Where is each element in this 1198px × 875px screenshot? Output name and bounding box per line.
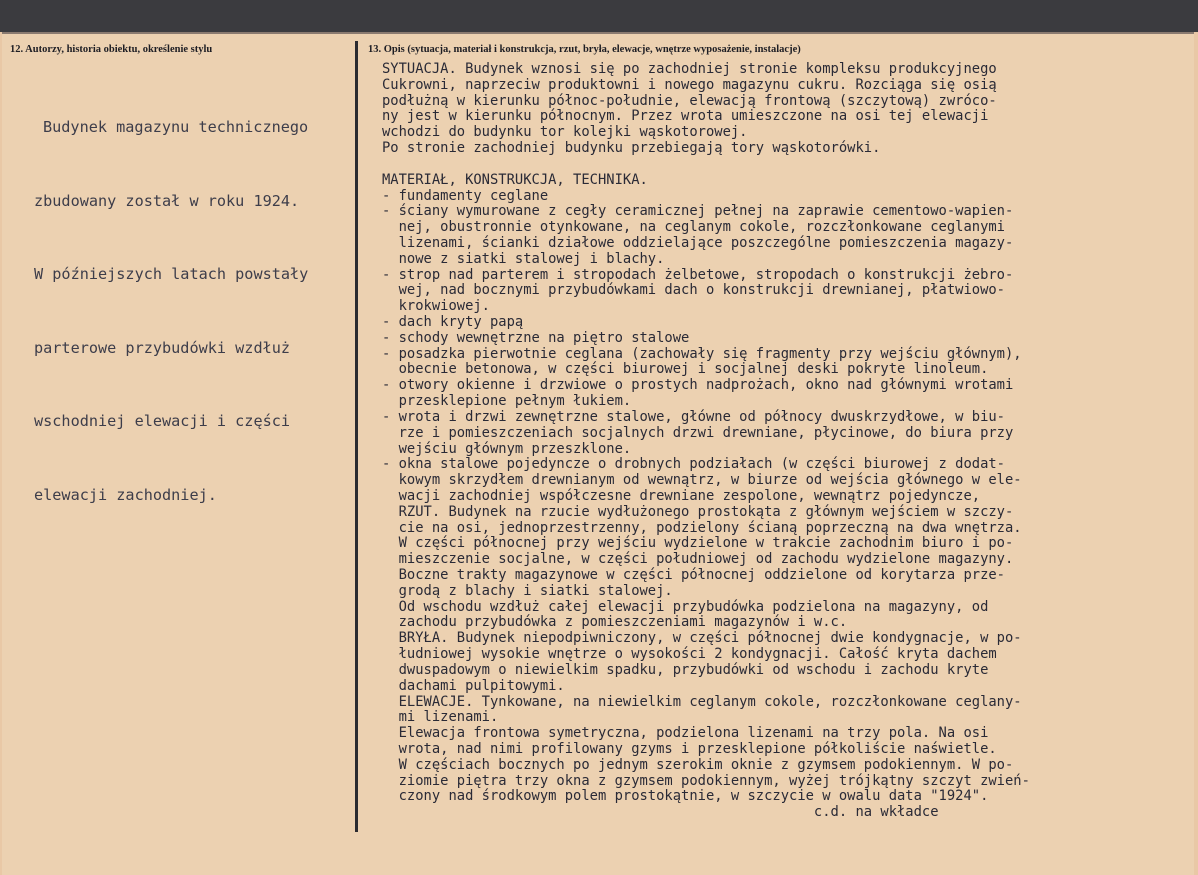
section-13-header: 13. Opis (sytuacja, materiał i konstrukcja, rzut, bryła, elewacje, wnętrze wyposażenie, instalacje) [368,44,801,55]
description-line: lizenami, ścianki działowe oddzielające poszczególne pomieszczenia magazy- [382,234,1014,251]
description-line: Po stronie zachodniej budynku przebiegają tory wąskotorówki. [382,140,881,157]
description-line: W części północnej przy wejściu wydzielone w trakcie zachodnim biuro i po- [382,535,1014,552]
description-line: dachami pulpitowymi. [382,677,565,694]
description-line: rze i pomieszczeniach socjalnych drzwi drewniane, płycinowe, do biura przy [382,424,1014,441]
description-line: - schody wewnętrzne na piętro stalowe [382,329,690,346]
description-line: przesklepione pełnym łukiem. [382,393,632,410]
description-line [382,157,1182,173]
description-line: Elewacja frontowa symetryczna, podzielona lizenami na trzy pola. Na osi [382,725,989,742]
description-line: grodą z blachy i siatki stalowej. [382,582,673,599]
description-line: W częściach bocznych po jednym szerokim oknie z gzymsem podokiennym. W po- [382,756,1014,773]
scan-top-border [0,0,1198,32]
description-line: ziomie piętra trzy okna z gzymsem podokiennym, wyżej trójkątny szczyt zwień- [382,772,1030,789]
description-line: BRYŁA. Budynek niepodpiwniczony, w części północnej dwie kondygnacje, w po- [382,630,1022,647]
description-line: wejściu głównym przeszklone. [382,440,632,457]
left-line: parterowe przybudówki wzdłuż [34,338,291,357]
description-line: wej, nad bocznymi przybudówkami dach o konstrukcji drewnianej, płatwiowo- [382,282,1005,299]
description-line: RZUT. Budynek na rzucie wydłużonego prostokąta z głównym wejściem w szczy- [382,503,1014,520]
description-line: cie na osi, jednoprzestrzenny, podzielony ścianą poprzeczną na dwa wnętrza. [382,519,1022,536]
description-line: wchodzi do budynku tor kolejki wąskotorowej. [382,124,748,141]
section-12-text [34,66,344,532]
description-line: - dach kryty papą [382,314,524,330]
left-line: Budynek magazynu technicznego [43,118,309,136]
description-line: mieszczenie socjalne, w części południowej od zachodu wydzielone magazyny. [382,551,1014,568]
description-line: - strop nad parterem i stropodach żelbetowe, stropodach o konstrukcji żebro- [382,266,1014,283]
description-line: - fundamenty ceglane [382,187,549,204]
description-line: Boczne trakty magazynowe w części północnej oddzielone od korytarza prze- [382,567,1005,583]
description-line: ny jest w kierunku północnym. Przez wrota umieszczone na osi tej elewacji [382,108,989,125]
description-line: dwuspadowym o niewielkim spadku, przybudówki od wschodu i zachodu kryte [382,661,989,678]
description-line: podłużną w kierunku północ-południe, elewacją frontową (szczytową) zwróco- [382,92,997,109]
description-line: obecnie betonowa, w części biurowej i socjalnej deski pokryte linoleum. [382,361,989,378]
description-line: łudniowej wysokie wnętrze o wysokości 2 kondygnacji. Całość kryta dachem [382,646,997,663]
description-line: - ściany wymurowane z cegły ceramicznej pełnej na zaprawie cementowo-wapien- [382,203,1014,220]
description-line: zachodu przybudówka z pomieszczeniami magazynów i w.c. [382,614,848,631]
left-line: elewacji zachodniej. [34,485,217,504]
description-line: czony nad środkowym polem prostokątnie, w szczycie w owalu data "1924". [382,788,989,805]
description-line: - otwory okienne i drzwiowe o prostych nadprożach, okno nad głównymi wrotami [382,377,1014,394]
description-line: - posadzka pierwotnie ceglana (zachowały się fragmenty przy wejściu głównym), [382,345,1022,362]
description-line: Od wschodu wzdłuż całej elewacji przybudówka podzielona na magazyny, od [382,598,989,615]
column-divider [355,41,358,832]
description-line: - wrota i drzwi zewnętrzne stalowe, główne od północy dwuskrzydłowe, w biu- [382,408,1005,425]
left-line: W późniejszych latach powstały [34,265,309,283]
description-line: nowe z siatki stalowej i blachy. [382,250,665,267]
description-line: SYTUACJA. Budynek wznosi się po zachodniej stronie kompleksu produkcyjnego [382,61,997,77]
description-line: MATERIAŁ, KONSTRUKCJA, TECHNIKA. [382,171,648,188]
description-line: nej, obustronnie otynkowane, na ceglanym cokole, rozczłonkowane ceglanymi [382,219,1005,236]
description-line: wrota, nad nimi profilowany gzyms i przesklepione półkoliście naświetle. [382,740,997,757]
description-line: krokwiowej. [382,298,490,315]
description-line: - okna stalowe pojedyncze o drobnych podziałach (w części biurowej z dodat- [382,456,1005,473]
section-13-text [382,62,1182,821]
section-12-header: 12. Autorzy, historia obiektu, określenie stylu [10,44,213,55]
description-line: mi lizenami. [382,709,499,726]
left-line: wschodniej elewacji i części [34,412,291,430]
description-line: wacji zachodniej współczesne drewniane zespolone, wewnątrz pojedyncze, [382,487,981,504]
description-line: ELEWACJE. Tynkowane, na niewielkim ceglanym cokole, rozczłonkowane ceglany- [382,693,1022,710]
description-line: kowym skrzydłem drewnianym od wewnątrz, w biurze od wejścia głównego w ele- [382,472,1022,489]
description-line: c.d. na wkładce [382,804,939,821]
description-line: Cukrowni, naprzeciw produktowni i nowego magazynu cukru. Rozciąga się osią [382,76,997,93]
left-line: zbudowany został w roku 1924. [34,191,300,210]
